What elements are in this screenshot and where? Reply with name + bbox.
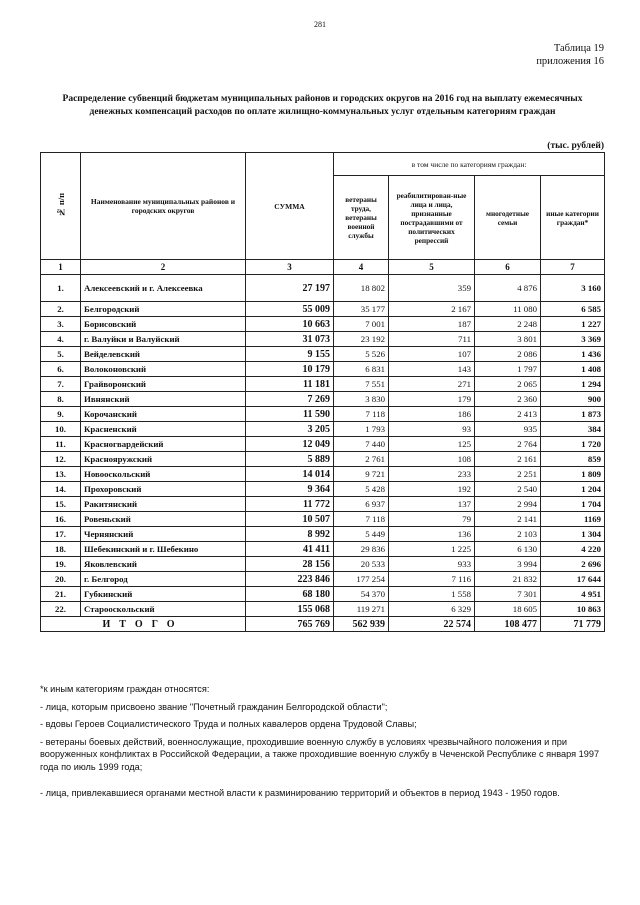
row-other-categories: 1169: [541, 512, 605, 527]
row-sum: 10 663: [246, 317, 334, 332]
table-row: [41, 497, 605, 512]
row-sum: 10 507: [246, 512, 334, 527]
column-index-row: [41, 260, 605, 275]
row-sum: 11 590: [246, 407, 334, 422]
row-other-categories: 4 951: [541, 587, 605, 602]
row-rehabilitated: 179: [389, 392, 475, 407]
col-index: 7: [541, 260, 605, 275]
table-row: [41, 317, 605, 332]
row-veterans: 119 271: [334, 602, 389, 617]
row-name: Прохоровский: [81, 482, 246, 497]
total-row: [41, 617, 605, 632]
row-name: Грайворонский: [81, 377, 246, 392]
row-number: 3.: [41, 317, 81, 332]
row-rehabilitated: 7 116: [389, 572, 475, 587]
row-veterans: 23 192: [334, 332, 389, 347]
row-rehabilitated: 2 167: [389, 302, 475, 317]
row-veterans: 35 177: [334, 302, 389, 317]
row-number: 19.: [41, 557, 81, 572]
row-sum: 12 049: [246, 437, 334, 452]
page-number: 281: [314, 20, 326, 29]
row-rehabilitated: 6 329: [389, 602, 475, 617]
row-name: Красненский: [81, 422, 246, 437]
table-row: [41, 437, 605, 452]
table-row: [41, 587, 605, 602]
row-sum: 223 846: [246, 572, 334, 587]
row-large-families: 2 065: [475, 377, 541, 392]
row-veterans: 5 449: [334, 527, 389, 542]
row-number: 1.: [41, 275, 81, 302]
row-veterans: 7 551: [334, 377, 389, 392]
row-number: 7.: [41, 377, 81, 392]
row-name: г. Белгород: [81, 572, 246, 587]
table-row: [41, 407, 605, 422]
row-sum: 3 205: [246, 422, 334, 437]
table-label-block: [536, 42, 604, 68]
header-name: Наименование муниципальных районов и городских округов: [81, 153, 246, 260]
row-number: 4.: [41, 332, 81, 347]
table-body: [41, 275, 605, 617]
row-name: Красногвардейский: [81, 437, 246, 452]
row-other-categories: 4 220: [541, 542, 605, 557]
appendix-label: приложения 16: [536, 56, 604, 67]
row-sum: 27 197: [246, 275, 334, 302]
row-veterans: 5 428: [334, 482, 389, 497]
total-veterans: 562 939: [334, 617, 389, 632]
row-number: 6.: [41, 362, 81, 377]
row-rehabilitated: 93: [389, 422, 475, 437]
row-sum: 14 014: [246, 467, 334, 482]
row-sum: 9 155: [246, 347, 334, 362]
row-large-families: 2 086: [475, 347, 541, 362]
table-row: [41, 377, 605, 392]
row-sum: 55 009: [246, 302, 334, 317]
row-number: 2.: [41, 302, 81, 317]
footnotes: [40, 683, 605, 805]
row-name: Краснояружский: [81, 452, 246, 467]
row-large-families: 21 832: [475, 572, 541, 587]
row-large-families: 11 080: [475, 302, 541, 317]
row-number: 21.: [41, 587, 81, 602]
total-sum: 765 769: [246, 617, 334, 632]
row-other-categories: 10 863: [541, 602, 605, 617]
row-rehabilitated: 271: [389, 377, 475, 392]
footnote-item: - вдовы Героев Социалистического Труда и полных кавалеров ордена Трудовой Славы;: [40, 719, 417, 729]
row-large-families: 2 994: [475, 497, 541, 512]
row-other-categories: 1 227: [541, 317, 605, 332]
header-veterans: ветераны труда, ветераны военной службы: [334, 176, 389, 260]
units-label: (тыс. рублей): [547, 141, 604, 151]
col-index: 3: [246, 260, 334, 275]
row-large-families: 2 764: [475, 437, 541, 452]
row-number: 12.: [41, 452, 81, 467]
col-index: 6: [475, 260, 541, 275]
subvention-table: [40, 152, 605, 632]
row-number: 8.: [41, 392, 81, 407]
row-number: 14.: [41, 482, 81, 497]
footnote-item: - ветераны боевых действий, военнослужащие, проходившие военную службу в условиях чрезвычайного положения и при вооруженных конфликтах в Российской Федерации, а также проходившие военную службу в Чеченской Республике с января 1997 года по июль 1999 года;: [40, 736, 600, 772]
header-rehabilitated: реабилитирован-ные лица и лица, признанные пострадавшими от политических репрессий: [389, 176, 475, 260]
row-rehabilitated: 1 225: [389, 542, 475, 557]
row-other-categories: 1 704: [541, 497, 605, 512]
row-large-families: 18 605: [475, 602, 541, 617]
row-veterans: 7 118: [334, 407, 389, 422]
row-other-categories: 17 644: [541, 572, 605, 587]
row-number: 17.: [41, 527, 81, 542]
row-sum: 5 889: [246, 452, 334, 467]
row-number: 9.: [41, 407, 81, 422]
table-label: Таблица 19: [553, 43, 604, 54]
row-sum: 41 411: [246, 542, 334, 557]
row-other-categories: 1 809: [541, 467, 605, 482]
row-rehabilitated: 933: [389, 557, 475, 572]
row-rehabilitated: 711: [389, 332, 475, 347]
row-rehabilitated: 125: [389, 437, 475, 452]
row-other-categories: 859: [541, 452, 605, 467]
row-other-categories: 1 204: [541, 482, 605, 497]
row-other-categories: 2 696: [541, 557, 605, 572]
header-other-categories: иные категории граждан*: [541, 176, 605, 260]
row-sum: 28 156: [246, 557, 334, 572]
row-sum: 7 269: [246, 392, 334, 407]
row-sum: 68 180: [246, 587, 334, 602]
row-veterans: 54 370: [334, 587, 389, 602]
row-veterans: 5 526: [334, 347, 389, 362]
col-index: 1: [41, 260, 81, 275]
row-rehabilitated: 137: [389, 497, 475, 512]
row-name: Чернянский: [81, 527, 246, 542]
row-sum: 11 181: [246, 377, 334, 392]
row-name: Белгородский: [81, 302, 246, 317]
header-large-families: многодетные семьи: [475, 176, 541, 260]
row-large-families: 2 540: [475, 482, 541, 497]
row-name: Ивнянский: [81, 392, 246, 407]
row-number: 16.: [41, 512, 81, 527]
row-large-families: 7 301: [475, 587, 541, 602]
table-row: [41, 557, 605, 572]
row-name: Старооскольский: [81, 602, 246, 617]
row-other-categories: 1 304: [541, 527, 605, 542]
table-row: [41, 527, 605, 542]
table-row: [41, 392, 605, 407]
row-rehabilitated: 192: [389, 482, 475, 497]
col-index: 4: [334, 260, 389, 275]
header-group: в том числе по категориям граждан:: [334, 153, 605, 176]
table-row: [41, 302, 605, 317]
header-num: № п/п: [41, 153, 81, 260]
row-number: 20.: [41, 572, 81, 587]
table-row: [41, 452, 605, 467]
row-other-categories: 3 369: [541, 332, 605, 347]
row-other-categories: 1 873: [541, 407, 605, 422]
total-other-categories: 71 779: [541, 617, 605, 632]
row-veterans: 1 793: [334, 422, 389, 437]
row-number: 15.: [41, 497, 81, 512]
total-label: ИТОГО: [41, 617, 246, 632]
row-rehabilitated: 136: [389, 527, 475, 542]
row-name: Корочанский: [81, 407, 246, 422]
row-veterans: 2 761: [334, 452, 389, 467]
row-other-categories: 1 294: [541, 377, 605, 392]
table-row: [41, 542, 605, 557]
row-large-families: 3 994: [475, 557, 541, 572]
table-row: [41, 512, 605, 527]
row-large-families: 2 251: [475, 467, 541, 482]
total-rehabilitated: 22 574: [389, 617, 475, 632]
row-number: 10.: [41, 422, 81, 437]
table-row: [41, 422, 605, 437]
table-row: [41, 467, 605, 482]
footnote-item: - лица, которым присвоено звание "Почетный гражданин Белгородской области";: [40, 701, 388, 712]
row-number: 13.: [41, 467, 81, 482]
table-row: [41, 347, 605, 362]
row-name: Ракитянский: [81, 497, 246, 512]
row-name: Ровеньский: [81, 512, 246, 527]
row-veterans: 7 440: [334, 437, 389, 452]
row-sum: 11 772: [246, 497, 334, 512]
row-veterans: 7 001: [334, 317, 389, 332]
row-large-families: 2 360: [475, 392, 541, 407]
row-name: Борисовский: [81, 317, 246, 332]
row-number: 5.: [41, 347, 81, 362]
row-other-categories: 1 436: [541, 347, 605, 362]
row-rehabilitated: 108: [389, 452, 475, 467]
row-sum: 31 073: [246, 332, 334, 347]
row-rehabilitated: 1 558: [389, 587, 475, 602]
row-rehabilitated: 359: [389, 275, 475, 302]
row-name: Вейделевский: [81, 347, 246, 362]
footnote-item: - лица, привлекавшиеся органами местной власти к разминированию территорий и объектов в период 1943 - 1950 годов.: [40, 788, 560, 798]
row-number: 22.: [41, 602, 81, 617]
row-sum: 9 364: [246, 482, 334, 497]
row-veterans: 20 533: [334, 557, 389, 572]
row-veterans: 3 830: [334, 392, 389, 407]
row-large-families: 2 413: [475, 407, 541, 422]
row-name: Алексеевский и г. Алексеевка: [81, 275, 246, 302]
row-rehabilitated: 187: [389, 317, 475, 332]
document-title: Распределение субвенций бюджетам муниципальных районов и городских округов на 2016 год на выплату ежемесячных денежных компенсаций расходов по оплате жилищно-коммунальных услуг отдельным категориям граждан: [62, 94, 583, 117]
row-name: Шебекинский и г. Шебекино: [81, 542, 246, 557]
table-row: [41, 362, 605, 377]
footnote-heading: *к иным категориям граждан относятся:: [40, 684, 210, 694]
row-name: г. Валуйки и Валуйский: [81, 332, 246, 347]
row-veterans: 177 254: [334, 572, 389, 587]
row-large-families: 935: [475, 422, 541, 437]
table-row: [41, 602, 605, 617]
row-veterans: 18 802: [334, 275, 389, 302]
row-large-families: 3 801: [475, 332, 541, 347]
row-rehabilitated: 233: [389, 467, 475, 482]
table-row: [41, 482, 605, 497]
row-other-categories: 6 585: [541, 302, 605, 317]
row-name: Новооскольский: [81, 467, 246, 482]
row-large-families: 2 103: [475, 527, 541, 542]
row-rehabilitated: 79: [389, 512, 475, 527]
row-rehabilitated: 186: [389, 407, 475, 422]
total-large-families: 108 477: [475, 617, 541, 632]
table-row: [41, 275, 605, 302]
row-veterans: 6 937: [334, 497, 389, 512]
row-veterans: 7 118: [334, 512, 389, 527]
row-veterans: 6 831: [334, 362, 389, 377]
row-other-categories: 384: [541, 422, 605, 437]
row-other-categories: 900: [541, 392, 605, 407]
row-rehabilitated: 107: [389, 347, 475, 362]
row-number: 11.: [41, 437, 81, 452]
row-sum: 8 992: [246, 527, 334, 542]
header-sum: СУММА: [246, 153, 334, 260]
row-sum: 10 179: [246, 362, 334, 377]
col-index: 2: [81, 260, 246, 275]
row-sum: 155 068: [246, 602, 334, 617]
row-veterans: 9 721: [334, 467, 389, 482]
row-name: Губкинский: [81, 587, 246, 602]
row-name: Яковлевский: [81, 557, 246, 572]
row-name: Волоконовский: [81, 362, 246, 377]
row-large-families: 6 130: [475, 542, 541, 557]
row-other-categories: 1 408: [541, 362, 605, 377]
col-index: 5: [389, 260, 475, 275]
row-large-families: 1 797: [475, 362, 541, 377]
row-large-families: 4 876: [475, 275, 541, 302]
row-large-families: 2 141: [475, 512, 541, 527]
table-row: [41, 332, 605, 347]
row-other-categories: 1 720: [541, 437, 605, 452]
row-large-families: 2 161: [475, 452, 541, 467]
row-number: 18.: [41, 542, 81, 557]
row-rehabilitated: 143: [389, 362, 475, 377]
row-large-families: 2 248: [475, 317, 541, 332]
table-row: [41, 572, 605, 587]
row-veterans: 29 836: [334, 542, 389, 557]
row-other-categories: 3 160: [541, 275, 605, 302]
